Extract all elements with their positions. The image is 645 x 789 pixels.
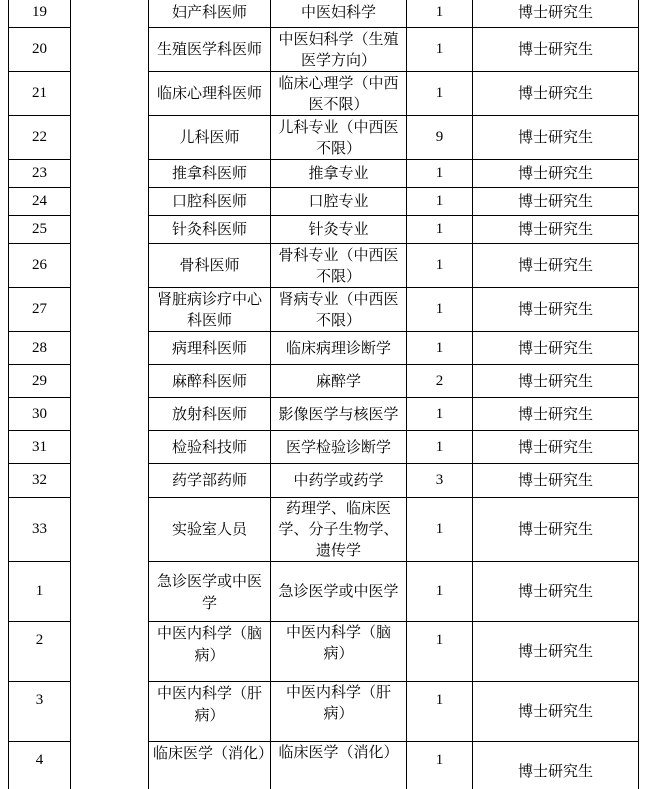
post-name: 放射科医师 <box>149 398 271 431</box>
post-name: 药学部药师 <box>149 464 271 498</box>
major-requirement: 麻醉学 <box>271 365 407 398</box>
education-level: 博士研究生 <box>473 0 639 28</box>
row-number: 23 <box>9 160 71 188</box>
post-name: 生殖医学科医师 <box>149 28 271 72</box>
hiring-count: 1 <box>407 288 473 332</box>
major-requirement: 中药学或药学 <box>271 464 407 498</box>
empty-column-cell <box>71 562 149 789</box>
discipline-name: 急诊医学或中医学 <box>149 562 271 622</box>
discipline-name: 中医内科学（肝病） <box>149 682 271 742</box>
row-number: 25 <box>9 216 71 244</box>
major-requirement: 医学检验诊断学 <box>271 431 407 464</box>
row-number: 28 <box>9 332 71 365</box>
post-name: 麻醉科医师 <box>149 365 271 398</box>
hiring-count: 3 <box>407 464 473 498</box>
row-number: 22 <box>9 116 71 160</box>
hiring-count: 1 <box>407 682 473 742</box>
education-level: 博士研究生 <box>473 216 639 244</box>
major-requirement: 肾病专业（中西医不限） <box>271 288 407 332</box>
education-level: 博士研究生 <box>473 244 639 288</box>
hiring-count: 1 <box>407 28 473 72</box>
row-number: 2 <box>9 622 71 682</box>
row-number: 20 <box>9 28 71 72</box>
hiring-count: 1 <box>407 244 473 288</box>
education-level: 博士研究生 <box>473 562 639 622</box>
major-requirement: 药理学、临床医学、分子生物学、遗传学 <box>271 498 407 562</box>
major-requirement: 影像医学与核医学 <box>271 398 407 431</box>
post-name: 儿科医师 <box>149 116 271 160</box>
row-number: 3 <box>9 682 71 742</box>
post-name: 临床心理科医师 <box>149 72 271 116</box>
hiring-count: 1 <box>407 431 473 464</box>
table-row <box>9 0 639 28</box>
row-number: 33 <box>9 498 71 562</box>
major-requirement: 中医内科学（脑病） <box>271 622 407 682</box>
hiring-count: 1 <box>407 332 473 365</box>
discipline-name: 临床医学（消化） <box>149 742 271 789</box>
education-level: 博士研究生 <box>473 288 639 332</box>
empty-column-cell <box>71 0 149 562</box>
post-name: 口腔科医师 <box>149 188 271 216</box>
row-number: 21 <box>9 72 71 116</box>
post-name: 针灸科医师 <box>149 216 271 244</box>
major-requirement: 临床医学（消化） <box>271 742 407 789</box>
post-name: 推拿科医师 <box>149 160 271 188</box>
recruitment-table <box>8 0 639 789</box>
major-requirement: 中医妇科学（生殖医学方向） <box>271 28 407 72</box>
row-number: 24 <box>9 188 71 216</box>
post-name: 肾脏病诊疗中心科医师 <box>149 288 271 332</box>
education-level: 博士研究生 <box>473 188 639 216</box>
hiring-count: 1 <box>407 562 473 622</box>
major-requirement: 中医妇科学 <box>271 0 407 28</box>
education-level: 博士研究生 <box>473 72 639 116</box>
row-number: 26 <box>9 244 71 288</box>
major-requirement: 儿科专业（中西医不限） <box>271 116 407 160</box>
education-level: 博士研究生 <box>473 28 639 72</box>
education-level: 博士研究生 <box>473 365 639 398</box>
education-level: 博士研究生 <box>473 116 639 160</box>
education-level: 博士研究生 <box>473 742 639 789</box>
post-name: 检验科技师 <box>149 431 271 464</box>
hiring-count: 1 <box>407 72 473 116</box>
row-number: 4 <box>9 742 71 789</box>
major-requirement: 口腔专业 <box>271 188 407 216</box>
row-number: 29 <box>9 365 71 398</box>
hiring-count: 1 <box>407 216 473 244</box>
post-name: 病理科医师 <box>149 332 271 365</box>
major-requirement: 临床病理诊断学 <box>271 332 407 365</box>
education-level: 博士研究生 <box>473 160 639 188</box>
major-requirement: 推拿专业 <box>271 160 407 188</box>
hiring-count: 1 <box>407 622 473 682</box>
post-name: 实验室人员 <box>149 498 271 562</box>
row-number: 30 <box>9 398 71 431</box>
major-requirement: 急诊医学或中医学 <box>271 562 407 622</box>
hiring-count: 1 <box>407 398 473 431</box>
row-number: 31 <box>9 431 71 464</box>
row-number: 19 <box>9 0 71 28</box>
post-name: 骨科医师 <box>149 244 271 288</box>
education-level: 博士研究生 <box>473 622 639 682</box>
row-number: 1 <box>9 562 71 622</box>
education-level: 博士研究生 <box>473 431 639 464</box>
education-level: 博士研究生 <box>473 398 639 431</box>
education-level: 博士研究生 <box>473 682 639 742</box>
hiring-count: 1 <box>407 188 473 216</box>
education-level: 博士研究生 <box>473 464 639 498</box>
major-requirement: 骨科专业（中西医不限） <box>271 244 407 288</box>
education-level: 博士研究生 <box>473 498 639 562</box>
education-level: 博士研究生 <box>473 332 639 365</box>
row-number: 32 <box>9 464 71 498</box>
major-requirement: 临床心理学（中西医不限） <box>271 72 407 116</box>
hiring-count: 1 <box>407 160 473 188</box>
hiring-count: 1 <box>407 0 473 28</box>
row-number: 27 <box>9 288 71 332</box>
major-requirement: 针灸专业 <box>271 216 407 244</box>
hiring-count: 1 <box>407 742 473 789</box>
post-name: 妇产科医师 <box>149 0 271 28</box>
hiring-count: 1 <box>407 498 473 562</box>
discipline-name: 中医内科学（脑病） <box>149 622 271 682</box>
hiring-count: 9 <box>407 116 473 160</box>
table-row <box>9 562 639 622</box>
major-requirement: 中医内科学（肝病） <box>271 682 407 742</box>
hiring-count: 2 <box>407 365 473 398</box>
